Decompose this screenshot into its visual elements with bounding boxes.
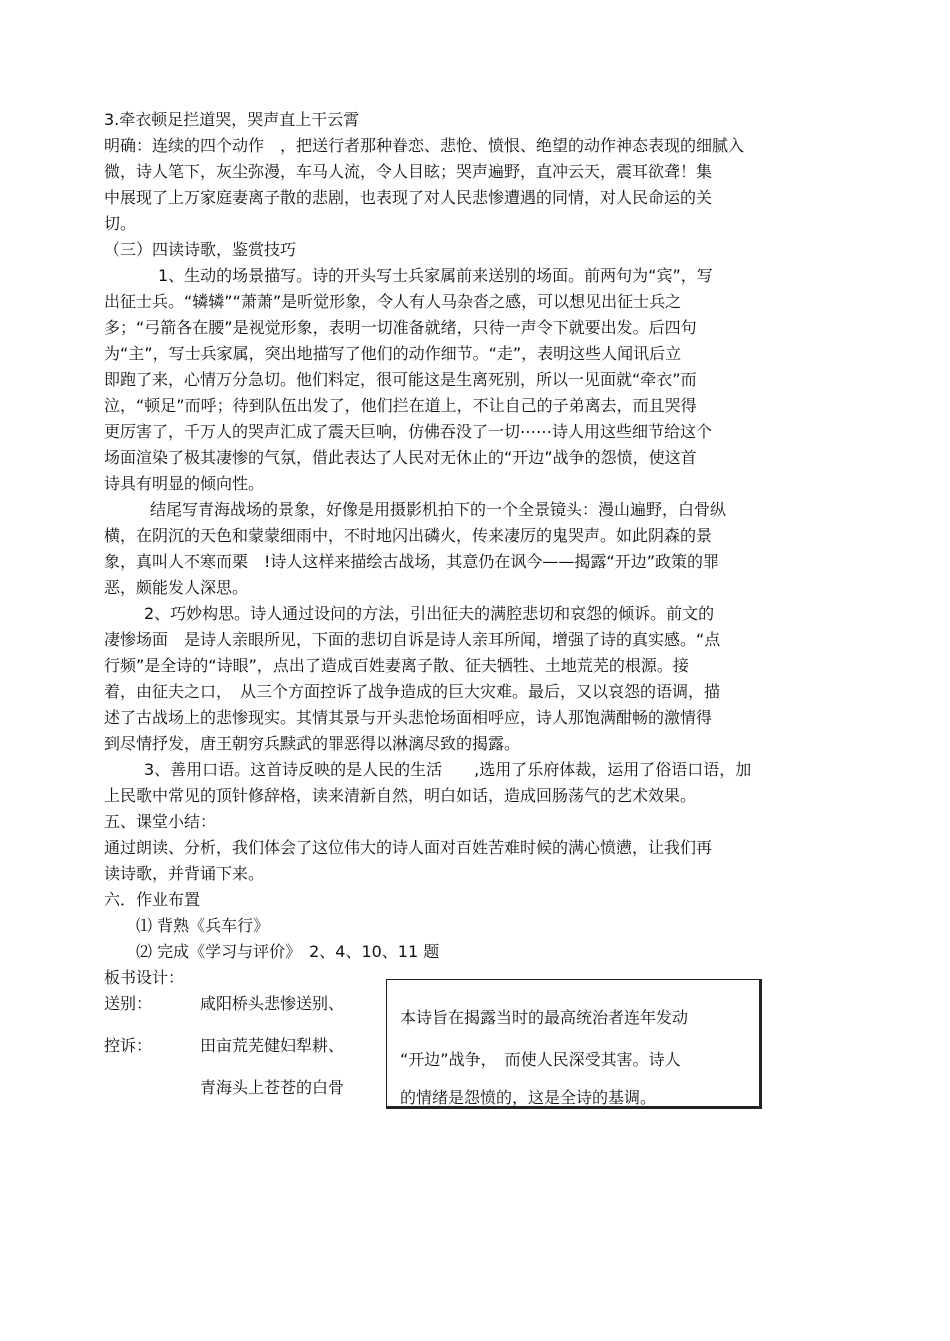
section-heading-summary: 五、课堂小结： xyxy=(104,812,217,831)
text-line-2: 明确：连续的四个动作 ，把送行者那种眷恋、悲怆、愤恨、绝望的动作神态表现的细腻入 xyxy=(104,136,745,155)
text-line-20: 2、巧妙构思。诗人通过设问的方法，引出征夫的满腔悲切和哀怨的倾诉。前文的 xyxy=(112,604,715,623)
text-line-7: 1、生动的场景描写。诗的开头写士兵家属前来送别的场面。前两句为“宾”，写 xyxy=(126,266,713,285)
text-line-17: 横，在阴沉的天色和蒙蒙细雨中，不时地闪出磷火，传来凄厉的鬼哭声。如此阴森的景 xyxy=(104,526,713,545)
text-line-13: 更厉害了，千万人的哭声汇成了震天巨响，仿佛吞没了一切⋯⋯诗人用这些细节给这个 xyxy=(104,422,713,441)
text-line-23: 着，由征夫之口， 从三个方面控诉了战争造成的巨大灾难。最后，又以哀怨的语调，描 xyxy=(104,682,721,701)
text-line-19: 恶，颇能发人深思。 xyxy=(104,578,249,597)
board-label-send: 送别： xyxy=(104,994,153,1013)
board-item-1: 咸阳桥头悲惨送别、 xyxy=(200,994,345,1013)
text-line-10: 为“主”，写士兵家属，突出地描写了他们的动作细节。“走”，表明这些人闻讯后立 xyxy=(104,344,682,363)
board-summary-box xyxy=(386,979,762,1109)
text-line-16: 结尾写青海战场的景象，好像是用摄影机拍下的一个全景镜头：漫山遍野，白骨纵 xyxy=(118,500,727,519)
text-line-29: 通过朗读、分析，我们体会了这位伟大的诗人面对百姓苦难时候的满心愤懑，让我们再 xyxy=(104,838,713,857)
text-line-5: 切。 xyxy=(104,214,137,233)
text-line-3: 微，诗人笔下，灰尘弥漫，车马人流，令人目眩；哭声遍野，直冲云天，震耳欲聋！集 xyxy=(104,162,713,181)
text-line-30: 读诗歌，并背诵下来。 xyxy=(104,864,265,883)
text-line-22: 行频”是全诗的“诗眼”，点出了造成百姓妻离子散、征夫牺牲、土地荒芜的根源。接 xyxy=(104,656,689,675)
text-line-27: 上民歌中常见的顶针修辞格，读来清新自然，明白如话，造成回肠荡气的艺术效果。 xyxy=(104,786,697,805)
section-heading-homework: 六．作业布置 xyxy=(104,890,201,909)
board-item-3: 青海头上苍苍的白骨 xyxy=(200,1078,345,1097)
text-line-8: 出征士兵。“辚辚”“萧萧”是听觉形象，令人有人马杂沓之感，可以想见出征士兵之 xyxy=(104,292,682,311)
board-box-line-3: 的情绪是怨愤的，这是全诗的基调。 xyxy=(400,1088,657,1107)
text-line-24: 述了古战场上的悲惨现实。其情其景与开头悲怆场面相呼应，诗人那饱满酣畅的激情得 xyxy=(104,708,713,727)
section-heading-reading: （三）四读诗歌，鉴赏技巧 xyxy=(104,240,297,259)
homework-item-1: ⑴ 背熟《兵车行》 xyxy=(104,916,270,935)
text-line-18: 象，真叫人不寒而栗 !诗人这样来描绘古战场，其意仍在讽今——揭露“开边”政策的罪 xyxy=(104,552,719,571)
board-box-line-1: 本诗旨在揭露当时的最高统治者连年发动 xyxy=(400,1008,689,1027)
text-line-12: 泣，“顿足”而呼；待到队伍出发了，他们拦在道上，不让自己的子弟离去，而且哭得 xyxy=(104,396,697,415)
board-item-2: 田亩荒芜健妇犁耕、 xyxy=(200,1036,345,1055)
text-line-1: 3.牵衣顿足拦道哭，哭声直上干云霄 xyxy=(104,110,360,129)
text-line-21: 凄惨场面 是诗人亲眼所见，下面的悲切自诉是诗人亲耳所闻，增强了诗的真实感。“点 xyxy=(104,630,721,649)
text-line-9: 多；“弓箭各在腰”是视觉形象，表明一切准备就绪，只待一声令下就要出发。后四句 xyxy=(104,318,697,337)
text-line-14: 场面渲染了极其凄惨的气氛，借此表达了人民对无休止的“开边”战争的怨愤，使这首 xyxy=(104,448,697,467)
board-design-heading: 板书设计： xyxy=(104,968,185,987)
text-line-4: 中展现了上万家庭妻离子散的悲剧，也表现了对人民悲惨遭遇的同情，对人民命运的关 xyxy=(104,188,713,207)
text-line-25: 到尽情抒发，唐王朝穷兵黩武的罪恶得以淋漓尽致的揭露。 xyxy=(104,734,521,753)
board-box-line-2: “开边”战争， 而使人民深受其害。诗人 xyxy=(400,1050,681,1069)
board-label-complain: 控诉： xyxy=(104,1036,153,1055)
text-line-15: 诗具有明显的倾向性。 xyxy=(104,474,265,493)
text-line-11: 即跑了来，心情万分急切。他们料定，很可能这是生离死别，所以一见面就“牵衣”而 xyxy=(104,370,697,389)
text-line-26: 3、善用口语。这首诗反映的是人民的生活 ,选用了乐府体裁，运用了俗语口语，加 xyxy=(112,760,752,779)
homework-item-2: ⑵ 完成《学习与评价》 2、4、10、11 题 xyxy=(104,942,440,961)
